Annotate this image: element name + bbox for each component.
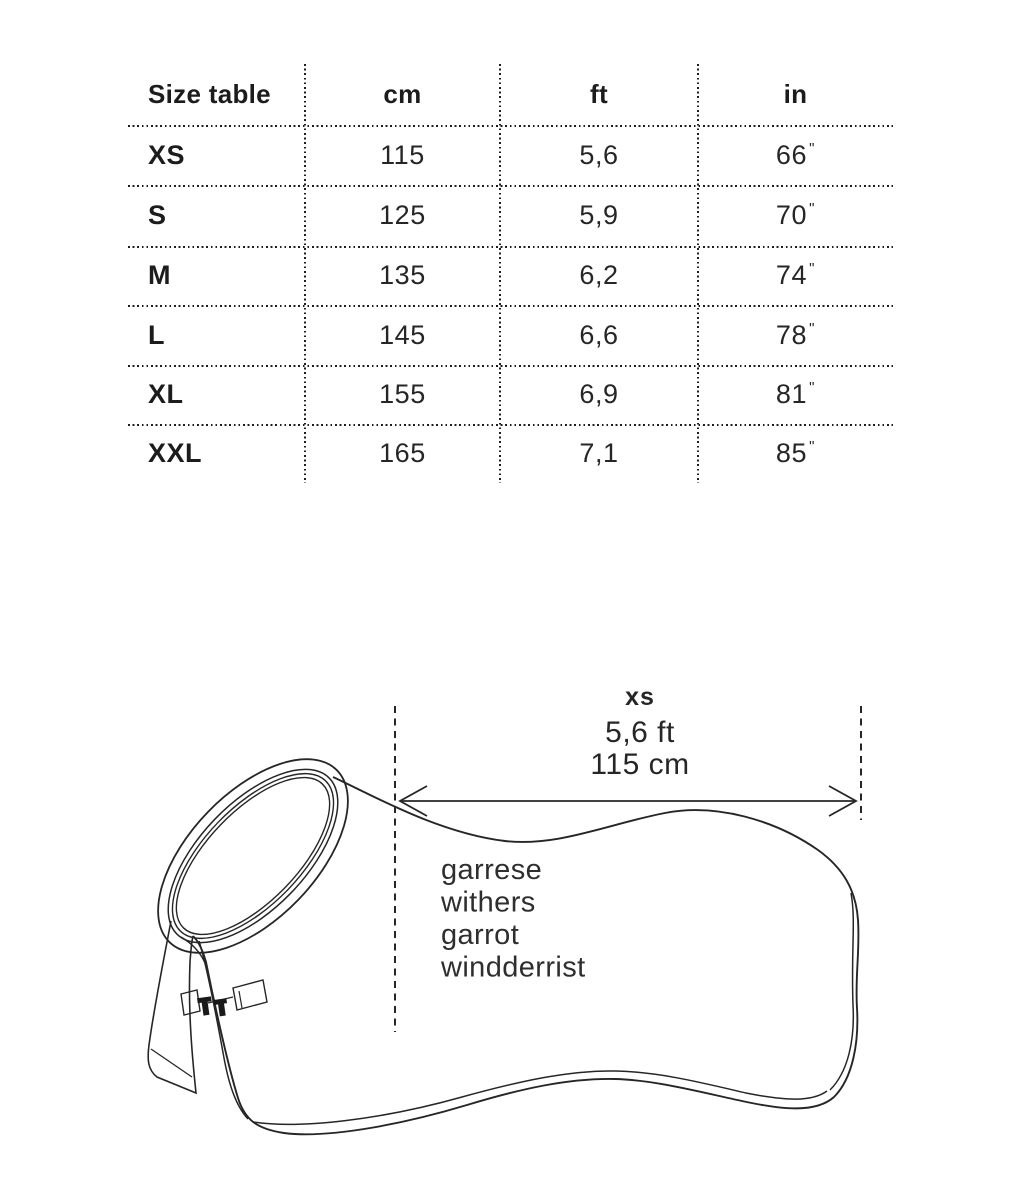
inch-mark: " [809,438,816,455]
diagram-ft-label: 5,6 ft [605,716,675,749]
ft-cell: 6,2 [579,260,619,290]
col-header-cm: cm [383,79,422,109]
table-row [128,424,893,483]
in-cell [698,140,893,171]
in-value: 81 [775,379,808,409]
table-row [128,305,893,365]
in-cell [698,379,893,410]
in-value: 66 [775,139,808,170]
diagram-cm-label: 115 cm [590,748,690,781]
cm-cell: 145 [379,319,426,350]
size-cell: M [148,260,171,290]
rear-binding-line [830,893,853,1090]
in-value: 70 [775,200,808,230]
size-cell: L [148,319,165,350]
cm-cell: 155 [379,379,426,409]
withers-label: garrot [441,919,520,951]
table-row [128,246,893,305]
col-header-in: in [783,79,808,109]
ft-cell: 6,9 [579,379,619,409]
cm-cell: 125 [379,200,426,230]
diagram-size-label: xs [625,683,655,711]
front-closure-line [199,941,248,1119]
col-header-ft: ft [590,79,608,109]
table-row [128,365,893,424]
ft-cell: 5,9 [579,200,619,230]
in-value: 78 [775,319,808,350]
inch-mark: " [809,200,816,217]
inch-mark: " [809,260,816,277]
measurement-arrow [400,786,856,816]
withers-labels [440,854,586,984]
in-value: 74 [775,260,808,290]
cm-cell: 165 [379,438,426,468]
neck-opening [124,726,381,986]
hem-binding-line [253,1071,827,1124]
size-cell: XXL [148,438,203,468]
front-flap [148,921,196,1093]
in-value: 85 [775,438,808,468]
cm-cell: 115 [380,139,425,170]
in-cell [698,260,893,291]
strap-end [233,980,267,1010]
size-table [128,64,893,483]
table-header-row [128,64,893,125]
withers-label: windderrist [441,951,586,984]
horse-blanket-diagram [0,640,1020,1200]
withers-label: withers [441,886,536,919]
in-cell [698,320,893,351]
size-cell: XL [148,379,184,409]
ft-cell: 5,6 [579,139,619,170]
table-row [128,185,893,246]
ft-cell: 7,1 [579,438,619,468]
in-cell [698,438,893,469]
size-cell: XS [148,139,186,170]
inch-mark: " [809,379,816,396]
table-row [128,125,893,185]
cm-cell: 135 [379,260,426,290]
chest-strap [181,980,267,1019]
inch-mark: " [809,139,816,157]
inch-mark: " [809,319,816,337]
ft-cell: 6,6 [579,319,619,350]
table-title: Size table [148,79,271,109]
size-cell: S [148,200,167,230]
strap-fold-line [239,991,242,1008]
withers-label: garrese [441,854,543,886]
in-cell [698,200,893,231]
front-flap-bevel [151,1049,192,1077]
